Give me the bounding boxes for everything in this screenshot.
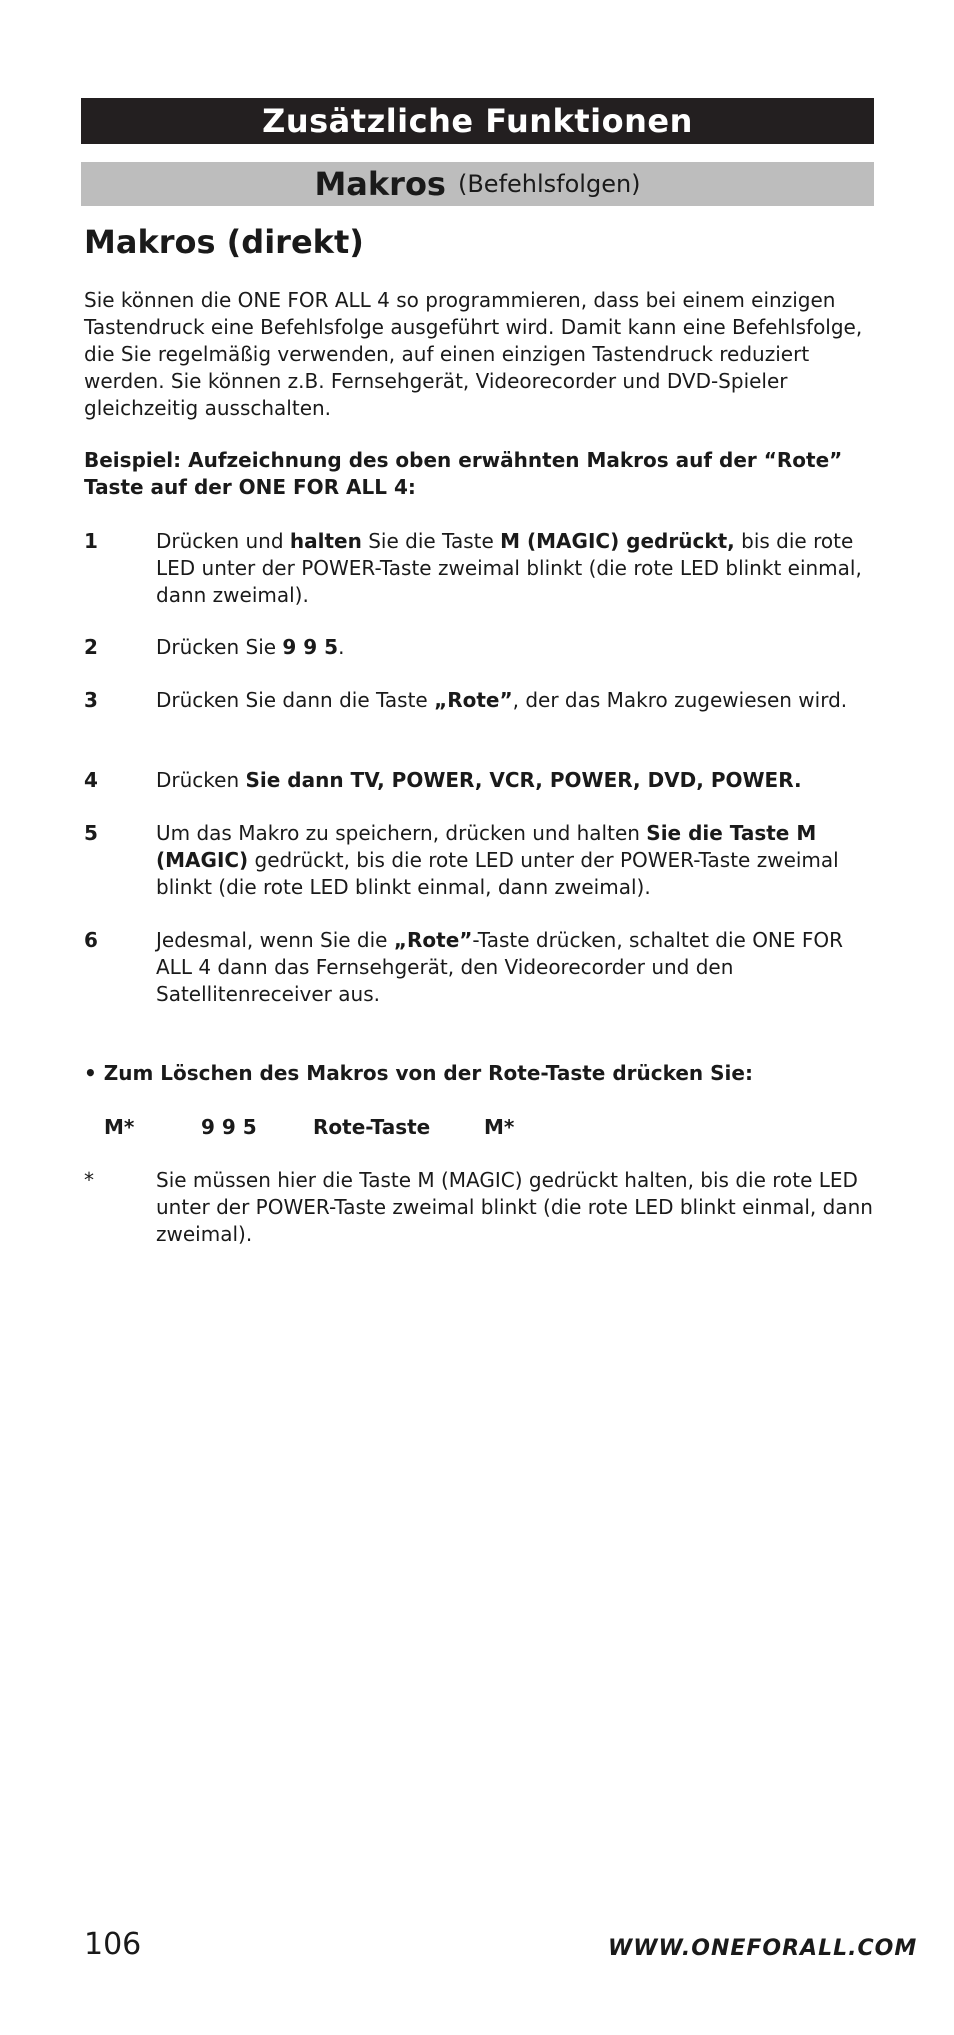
step-text-part: Um das Makro zu speichern, drücken und halten — [156, 821, 647, 845]
step-text-bold: Sie die Taste M (MAGIC) — [156, 821, 817, 872]
footnote-mark: * — [84, 1168, 94, 1192]
step-text-part: Drücken und — [156, 529, 290, 553]
footnote-text: Sie müssen hier die Taste M (MAGIC) gedrückt halten, bis die rote LED unter der POWER-Taste zweimal blinkt (die rote LED blinkt einmal, dann zweimal). — [156, 1168, 873, 1246]
example-heading: Beispiel: Aufzeichnung des oben erwähnten Makros auf der “Rote” Taste auf der ONE FOR ALL 4: — [84, 448, 843, 499]
step-number: 1 — [84, 529, 98, 553]
step-text — [156, 927, 884, 1008]
step-text-part: , der das Makro zugewiesen wird. — [512, 688, 848, 712]
step-6 — [84, 927, 884, 1008]
step-text — [156, 634, 884, 661]
step-number: 5 — [84, 821, 98, 845]
step-text-bold: „Rote” — [393, 928, 473, 952]
step-5 — [84, 820, 884, 901]
step-text-bold: „Rote” — [434, 688, 513, 712]
step-text-part: Drücken — [156, 768, 246, 792]
step-number: 2 — [84, 635, 98, 659]
sequence-key: 9 9 5 — [201, 1115, 257, 1139]
step-text-part: Jedesmal, wenn Sie die — [156, 928, 394, 952]
step-3 — [84, 687, 884, 714]
step-text-part: . — [338, 635, 345, 659]
step-text-part: gedrückt, bis die rote LED unter der POWER-Taste zweimal blinkt (die rote LED blinkt einmal, dann zweimal). — [156, 848, 839, 899]
step-text — [156, 767, 884, 794]
intro-paragraph: Sie können die ONE FOR ALL 4 so programmieren, dass bei einem einzigen Tastendruck eine Befehlsfolge ausgeführt wird. Damit kann eine Befehlsfolge, die Sie regelmäßig verwenden, auf einen einzigen Tastendruck reduziert werden. Sie können z.B. Fernsehgerät, Videorecorder und DVD-Spieler gleichzeitig ausschalten. — [84, 288, 863, 420]
step-text-bold: M (MAGIC) gedrückt, — [500, 529, 735, 553]
step-text-part: Drücken Sie dann die Taste — [156, 688, 435, 712]
sequence-key: M* — [104, 1115, 135, 1139]
chapter-banner — [81, 98, 874, 144]
section-title: Makros — [314, 165, 446, 203]
step-text-part: -Taste drücken, schaltet die ONE FOR ALL 4 dann das Fernsehgerät, den Videorecorder und den Satellitenreceiver aus. — [156, 928, 844, 1006]
step-1 — [84, 528, 884, 609]
step-text-bold: 9 9 5 — [282, 635, 339, 659]
step-text — [156, 687, 884, 714]
step-number: 4 — [84, 768, 98, 792]
step-text-part: bis die rote LED unter der POWER-Taste zweimal blinkt (die rote LED blinkt einmal, dann zweimal). — [156, 529, 862, 607]
step-2 — [84, 634, 884, 661]
section-subtitle: (Befehlsfolgen) — [457, 170, 641, 198]
step-text-bold: halten — [289, 529, 362, 553]
step-text — [156, 820, 884, 901]
website-url: WWW.ONEFORALL.COM — [608, 1936, 918, 1961]
sequence-key: Rote-Taste — [313, 1115, 431, 1139]
step-number: 6 — [84, 928, 98, 952]
footnote — [84, 1167, 884, 1248]
step-text — [156, 528, 884, 609]
step-text-bold: Sie dann TV, POWER, VCR, POWER, DVD, POWER. — [245, 768, 802, 792]
step-4 — [84, 767, 884, 794]
page-number: 106 — [84, 1927, 142, 1962]
page-heading: Makros (direkt) — [84, 223, 364, 261]
step-text-part: Drücken Sie — [156, 635, 283, 659]
step-number: 3 — [84, 688, 98, 712]
step-text-part: Sie die Taste — [361, 529, 501, 553]
chapter-title: Zusätzliche Funktionen — [262, 102, 693, 140]
section-bar — [81, 162, 874, 206]
sequence-key: M* — [484, 1115, 515, 1139]
delete-macro-heading: • Zum Löschen des Makros von der Rote-Taste drücken Sie: — [84, 1061, 753, 1085]
